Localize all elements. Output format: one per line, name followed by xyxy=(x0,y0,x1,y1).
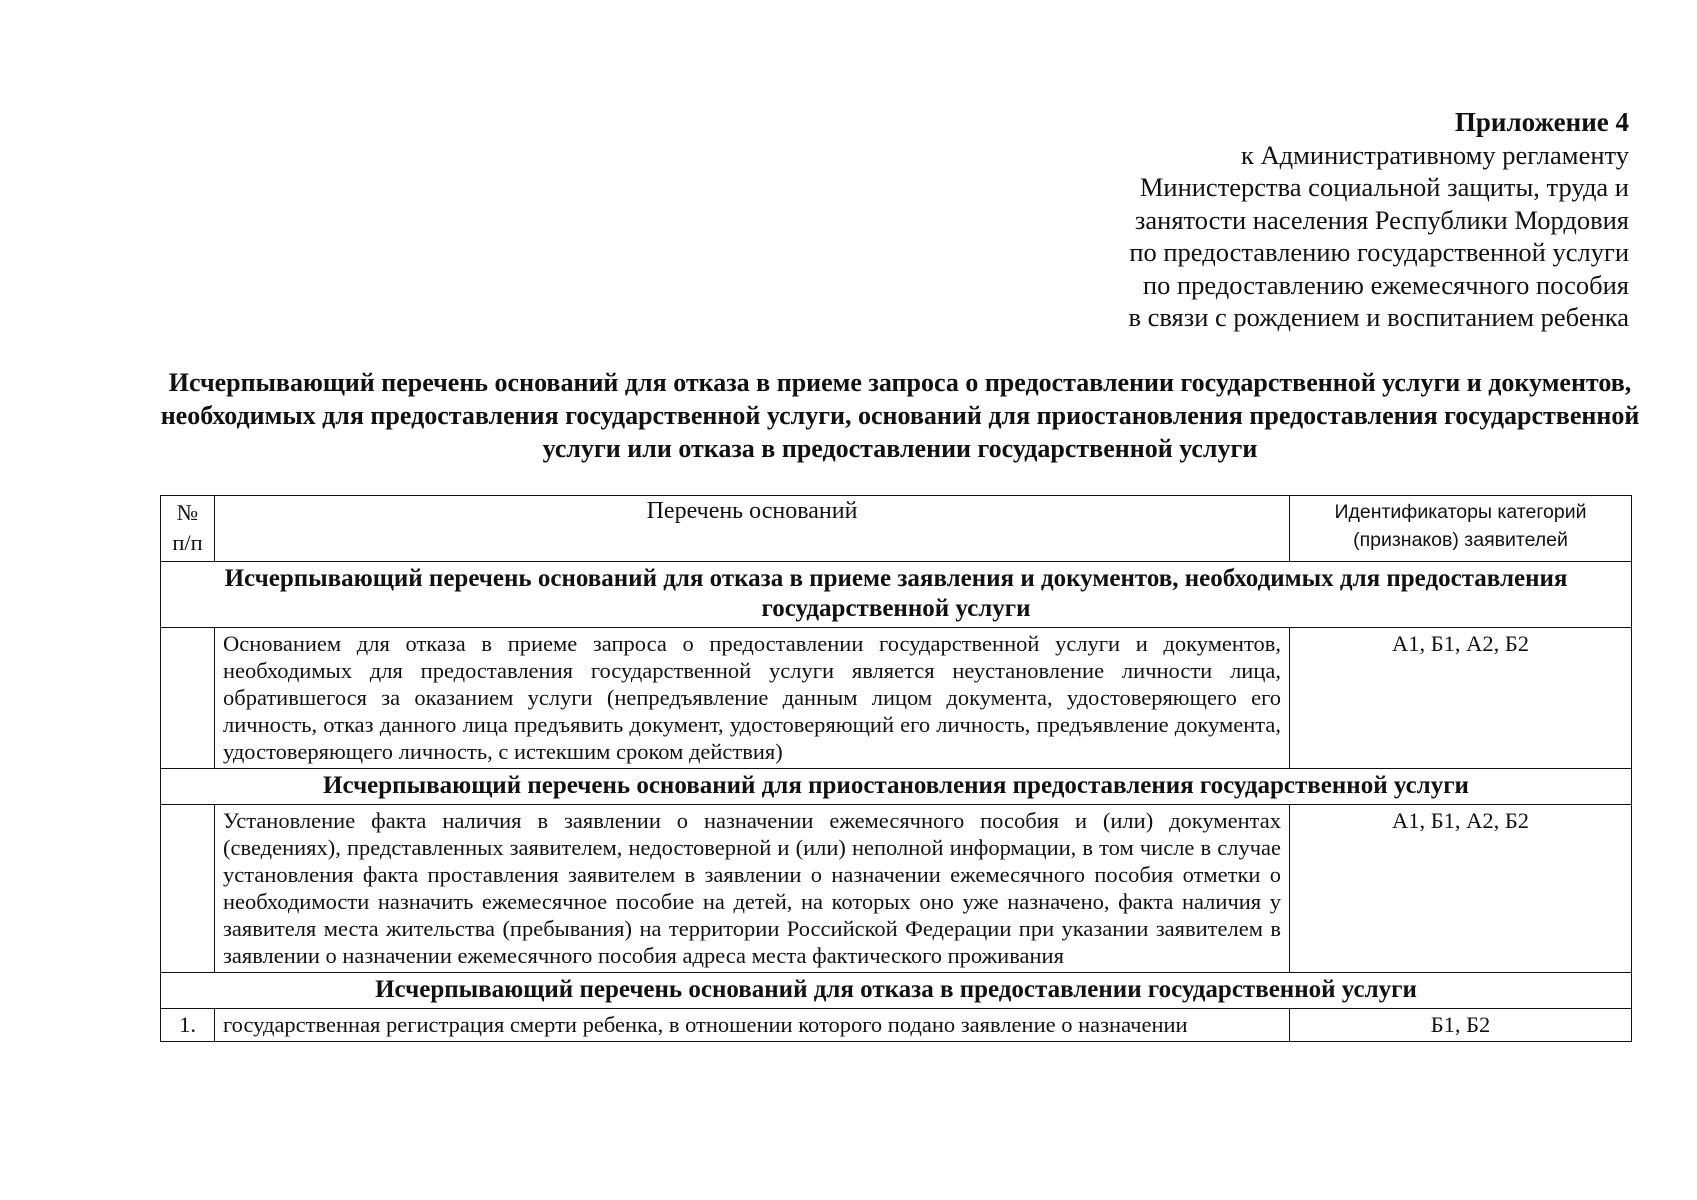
appendix-line: к Административному регламенту xyxy=(1241,139,1629,170)
section-row xyxy=(161,769,1632,805)
row-reason-text: государственная регистрация смерти ребенка, в отношении которого подано заявление о назначении xyxy=(215,1009,1290,1042)
section-row xyxy=(161,973,1632,1009)
header-grounds-list: Перечень оснований xyxy=(215,496,1290,562)
section-row xyxy=(161,562,1632,628)
table-header-row xyxy=(161,496,1632,562)
table-row xyxy=(161,628,1632,769)
section-title: Исчерпывающий перечень оснований для отказа в приеме заявления и документов, необходимых для предоставления государственной услуги xyxy=(161,562,1632,628)
row-reason-text: Основанием для отказа в приеме запроса о предоставлении государственной услуги и документов, необходимых для предоставления государственной услуги является неустановление личности лица, обратившегося за оказанием услуги (непредъявление данным лицом документа, удостоверяющего его личность, отказ данного лица предъявить документ, удостоверяющий его личность, предъявление документа, удостоверяющего личность, с истекшим сроком действия) xyxy=(215,628,1290,769)
appendix-title: Приложение 4 xyxy=(1454,107,1629,137)
table-row xyxy=(161,1009,1632,1042)
row-identifiers: Б1, Б2 xyxy=(1290,1009,1632,1042)
row-number: 1. xyxy=(161,1009,215,1042)
grounds-table xyxy=(160,495,1632,1042)
header-number: № п/п xyxy=(161,496,215,562)
header-applicant-identifiers: Идентификаторы категорий (признаков) заявителей xyxy=(1290,496,1632,562)
document-title: Исчерпывающий перечень оснований для отказа в приеме запроса о предоставлении государственной услуги и документов, необходимых для предоставления государственной услуги, оснований для приостановления предоставления государственной услуги или отказа в предоставлении государственной услуги xyxy=(160,368,1640,463)
row-identifiers: А1, Б1, А2, Б2 xyxy=(1290,805,1632,973)
appendix-line: по предоставлению ежемесячного пособия xyxy=(1142,269,1629,300)
section-title: Исчерпывающий перечень оснований для приостановления предоставления государственной услуги xyxy=(161,769,1632,805)
row-number xyxy=(161,805,215,973)
appendix-line: занятости населения Республики Мордовия xyxy=(1134,204,1629,235)
row-identifiers: А1, Б1, А2, Б2 xyxy=(1290,628,1632,769)
section-title: Исчерпывающий перечень оснований для отказа в предоставлении государственной услуги xyxy=(161,973,1632,1009)
row-number xyxy=(161,628,215,769)
appendix-line: по предоставлению государственной услуги xyxy=(1129,237,1629,267)
appendix-line: Министерства социальной защиты, труда и xyxy=(1139,172,1629,202)
appendix-line: в связи с рождением и воспитанием ребенка xyxy=(1128,302,1629,332)
row-reason-text: Установление факта наличия в заявлении о назначении ежемесячного пособия и (или) документах (сведениях), представленных заявителем, недостоверной и (или) неполной информации, в том числе в случае установления факта проставления заявителем в заявлении о назначении ежемесячного пособия отметки о необходимости назначить ежемесячное пособие на детей, на которых оно уже назначено, факта наличия у заявителя места жительства (пребывания) на территории Российской Федерации при указании заявителем в заявлении о назначении ежемесячного пособия адреса места фактического проживания xyxy=(215,805,1290,973)
table-row xyxy=(161,805,1632,973)
